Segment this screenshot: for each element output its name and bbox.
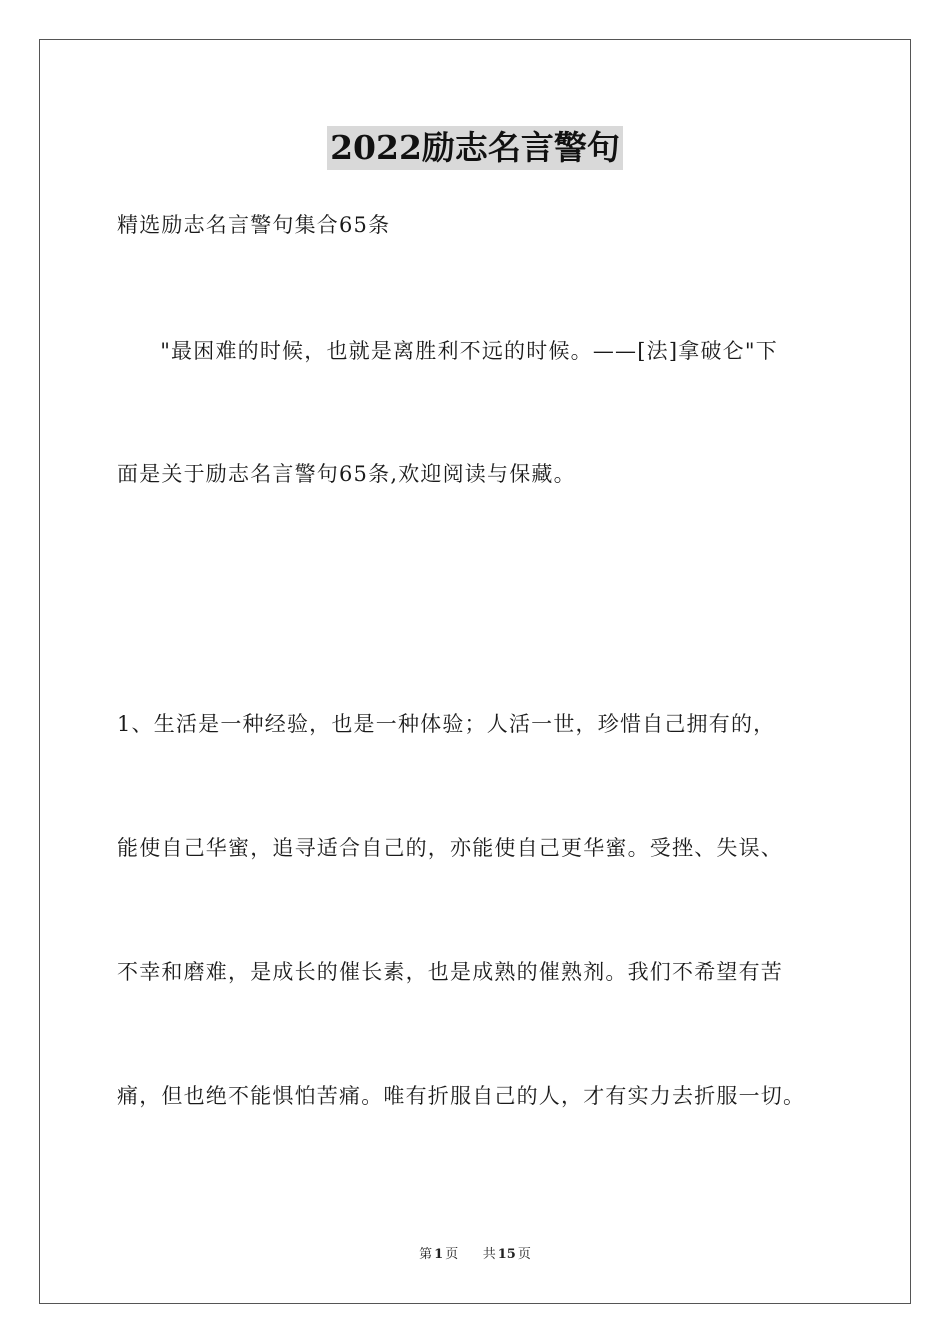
document-subtitle: 精选励志名言警句集合65条 xyxy=(117,213,391,237)
paragraph-line-3: 不幸和磨难，是成长的催长素，也是成熟的催熟剂。我们不希望有苦 xyxy=(117,960,783,984)
document-title: 2022励志名言警句 xyxy=(327,126,623,170)
total-pages-indicator xyxy=(481,1247,533,1262)
page-footer xyxy=(0,1246,950,1264)
paragraph-line-2: 能使自己华蜜，追寻适合自己的，亦能使自己更华蜜。受挫、失误、 xyxy=(117,836,783,860)
page-number: 1 xyxy=(434,1247,444,1262)
intro-line-2: 面是关于励志名言警句65条,欢迎阅读与保藏。 xyxy=(117,462,576,486)
paragraph-line-1: 1、生活是一种经验，也是一种体验；人活一世，珍惜自己拥有的， xyxy=(117,712,776,736)
page-indicator xyxy=(417,1247,460,1262)
title-container xyxy=(0,126,950,170)
page-suffix: 页 xyxy=(445,1247,459,1262)
paragraph-line-4: 痛，但也绝不能惧怕苦痛。唯有折服自己的人，才有实力去折服一切。 xyxy=(117,1084,806,1108)
total-prefix: 共 xyxy=(482,1247,496,1262)
intro-line-1: "最困难的时候，也就是离胜利不远的时候。——[法]拿破仑"下 xyxy=(138,339,778,363)
page-prefix: 第 xyxy=(419,1247,433,1262)
total-pages: 15 xyxy=(497,1247,516,1262)
total-suffix: 页 xyxy=(517,1247,531,1262)
